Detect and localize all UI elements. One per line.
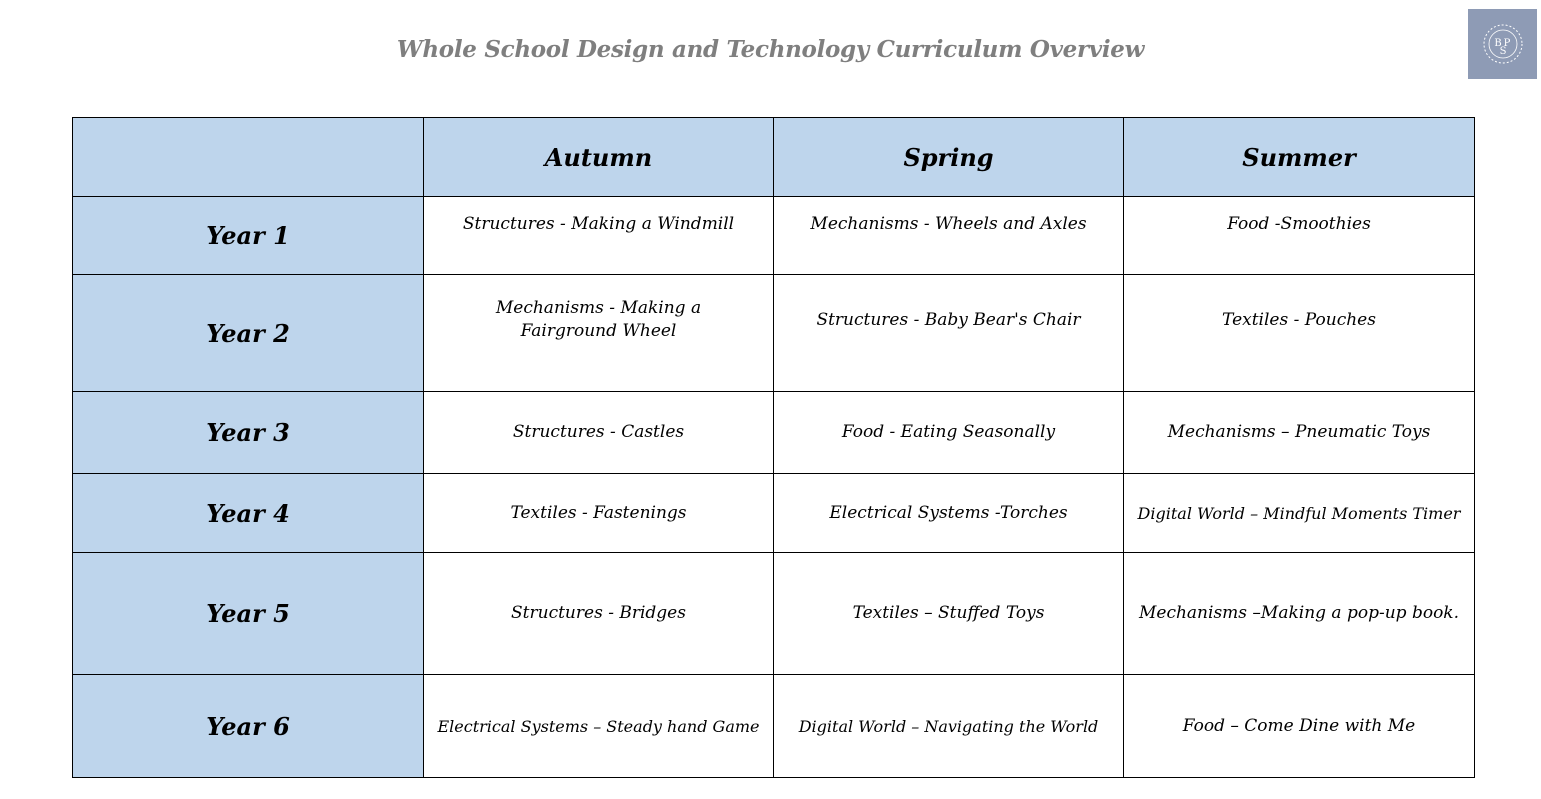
year-label: Year 4	[73, 474, 424, 553]
school-logo	[1468, 9, 1537, 79]
topic-cell: Electrical Systems -Torches	[774, 474, 1124, 553]
topic-cell: Textiles - Pouches	[1124, 275, 1475, 392]
topic-cell: Textiles - Fastenings	[424, 474, 774, 553]
year-label: Year 3	[73, 392, 424, 474]
year-label: Year 1	[73, 197, 424, 275]
table-row	[73, 392, 1475, 474]
topic-cell: Mechanisms – Pneumatic Toys	[1124, 392, 1475, 474]
topic-cell: Structures - Baby Bear's Chair	[774, 275, 1124, 392]
year-label: Year 6	[73, 675, 424, 778]
year-label: Year 5	[73, 553, 424, 675]
topic-cell: Textiles – Stuffed Toys	[774, 553, 1124, 675]
table-row	[73, 275, 1475, 392]
curriculum-table	[72, 117, 1475, 778]
topic-cell: Mechanisms - Making a Fairground Wheel	[424, 275, 774, 392]
logo-letter: P	[1503, 38, 1510, 49]
corner-cell	[73, 118, 424, 197]
topic-cell: Mechanisms - Wheels and Axles	[774, 197, 1124, 275]
table-row	[73, 675, 1475, 778]
topic-cell: Food - Eating Seasonally	[774, 392, 1124, 474]
school-crest-logo-icon	[1481, 22, 1525, 66]
column-header-summer: Summer	[1124, 118, 1475, 197]
column-header-autumn: Autumn	[424, 118, 774, 197]
table-row	[73, 474, 1475, 553]
topic-cell: Structures - Castles	[424, 392, 774, 474]
topic-cell: Digital World – Navigating the World	[774, 675, 1124, 778]
column-header-spring: Spring	[774, 118, 1124, 197]
header-row	[73, 118, 1475, 197]
topic-cell: Mechanisms –Making a pop-up book.	[1124, 553, 1475, 675]
page-title: Whole School Design and Technology Curriculum Overview	[396, 36, 1145, 63]
topic-cell: Structures - Bridges	[424, 553, 774, 675]
topic-cell: Food – Come Dine with Me	[1124, 675, 1475, 778]
logo-letter: B	[1493, 38, 1502, 49]
logo-letter: S	[1499, 46, 1506, 57]
topic-cell: Electrical Systems – Steady hand Game	[424, 675, 774, 778]
topic-cell: Food -Smoothies	[1124, 197, 1475, 275]
topic-cell: Structures - Making a Windmill	[424, 197, 774, 275]
year-label: Year 2	[73, 275, 424, 392]
table-row	[73, 197, 1475, 275]
topic-cell: Digital World – Mindful Moments Timer	[1124, 474, 1475, 553]
table-row	[73, 553, 1475, 675]
